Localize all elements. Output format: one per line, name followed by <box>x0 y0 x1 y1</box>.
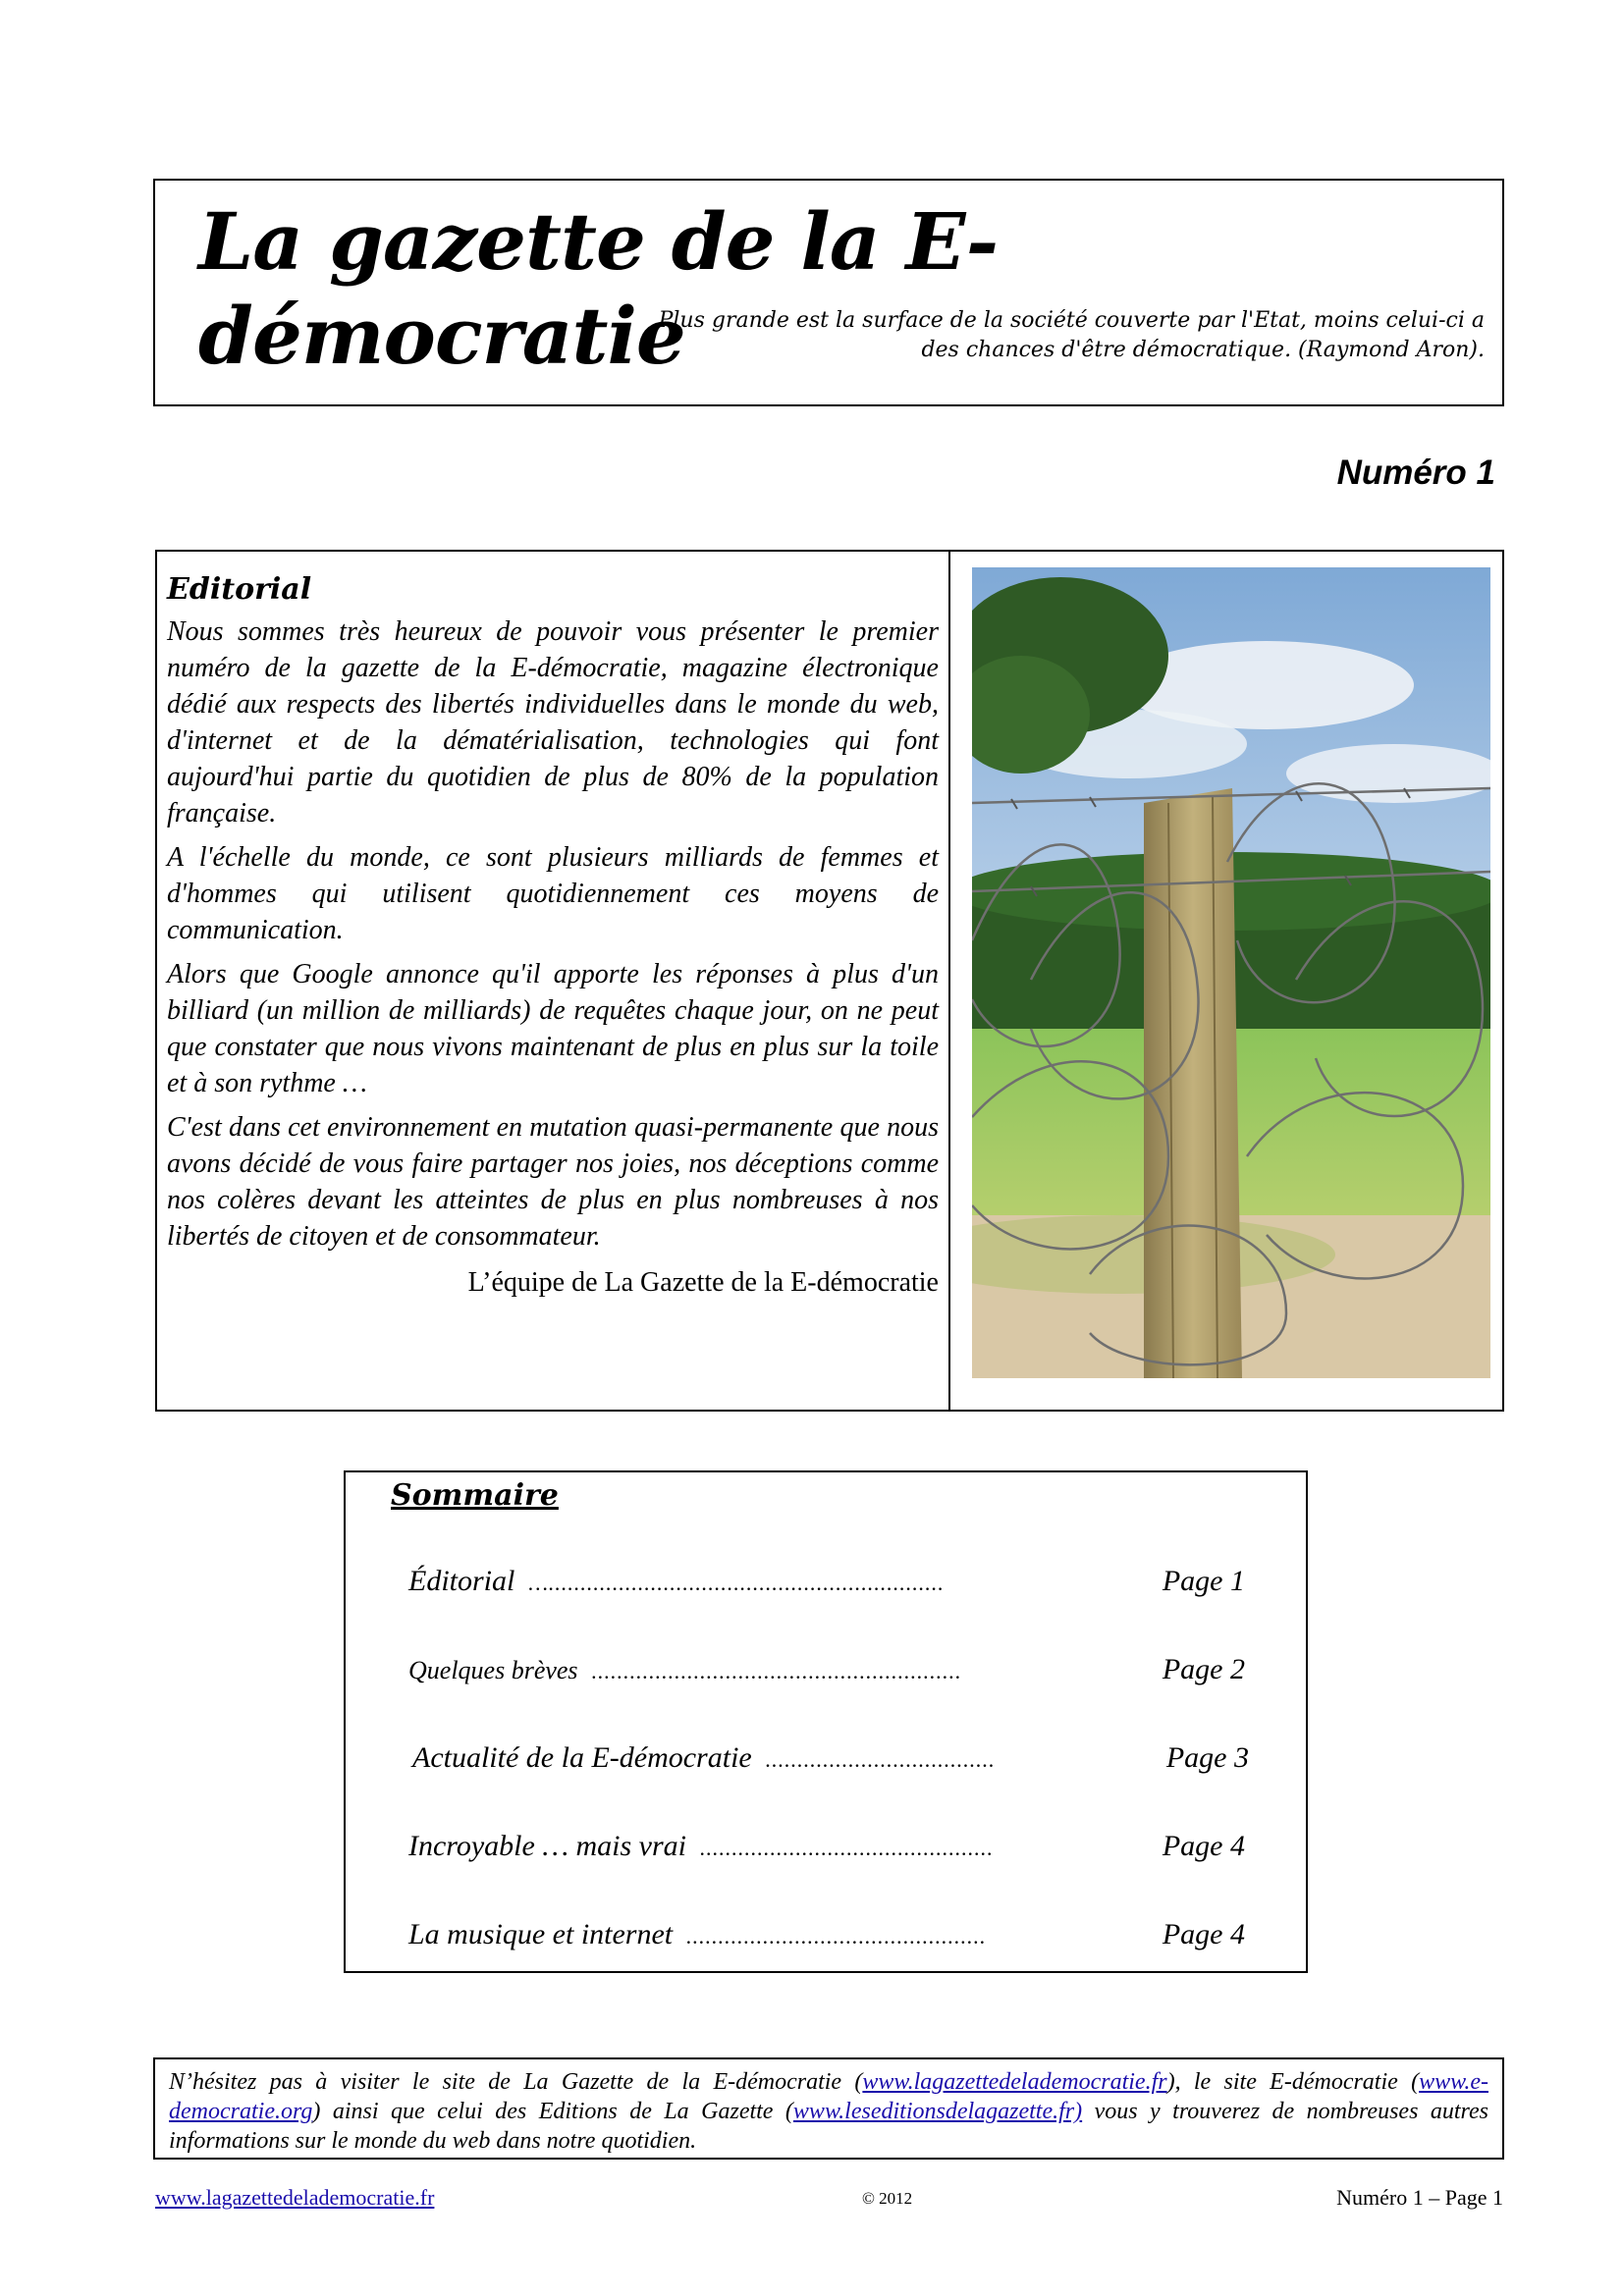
footer-copyright: © 2012 <box>862 2189 913 2208</box>
editorial-paragraph: Alors que Google annonce qu'il apporte les réponses à plus d'un billiard (un million de milliards) de requêtes chaque jour, on ne peut que constater que nous vivons maintenant de plus en plus sur la toile et à son rythme … <box>167 959 939 1098</box>
link-lagazettedelademocratie[interactable]: www.lagazettedelademocratie.fr <box>862 2069 1167 2095</box>
notice-text: vous y trouverez de nombreuses autres informations sur le monde du web dans notre quotidien. <box>169 2099 1488 2154</box>
sommaire-heading: Sommaire <box>391 1478 559 1513</box>
editorial-text <box>167 571 939 1301</box>
toc-item-actualite[interactable] <box>412 1741 1249 1781</box>
editorial-paragraph: C'est dans cet environnement en mutation quasi-permanente que nous avons décidé de vous faire partager nos joies, nos déceptions comme nos colères devant les atteintes de plus en plus nombreuses à nos libertés de citoyen et de consommateur. <box>167 1112 939 1252</box>
notice-text: N’hésitez pas à visiter le site de La Gazette de la E-démocratie ( <box>169 2069 863 2095</box>
toc-item-page: Page 2 <box>1162 1653 1245 1685</box>
toc-item-incroyable[interactable] <box>408 1830 1245 1869</box>
toc-item-musique[interactable] <box>408 1918 1245 1957</box>
toc-item-page: Page 4 <box>1162 1830 1245 1862</box>
toc-item-page: Page 3 <box>1165 1741 1249 1774</box>
masthead <box>153 179 1504 406</box>
notice-text: ), le site E-démocratie ( <box>1166 2069 1420 2095</box>
toc-item-label: Actualité de la E-démocratie <box>412 1741 752 1774</box>
toc-item-label: La musique et internet <box>408 1918 674 1950</box>
toc-item-breves[interactable] <box>408 1653 1245 1692</box>
editorial-heading: Editorial <box>167 572 312 607</box>
footer-page-number: Numéro 1 – Page 1 <box>1336 2185 1503 2210</box>
toc-item-label: Incroyable … mais vrai <box>408 1830 687 1862</box>
toc-item-editorial[interactable] <box>408 1565 1245 1604</box>
editorial-section <box>155 550 1504 1412</box>
editorial-paragraph: Nous sommes très heureux de pouvoir vous présenter le premier numéro de la gazette de la E-démocratie, magazine électronique dédié aux respects des libertés individuelles dans le monde du web, d'internet et de la dématérialisation, technologies qui font aujourd'hui partie du quotidien de plus de 80% de la population française. <box>167 616 939 828</box>
toc-item-leader: .............................................. <box>700 1836 995 1860</box>
issue-number: Numéro 1 <box>1336 454 1495 492</box>
barbed-wire-fence-photo <box>972 567 1490 1378</box>
editorial-signature: L’équipe de La Gazette de la E-démocratie <box>467 1267 939 1298</box>
toc-item-page: Page 4 <box>1162 1918 1245 1950</box>
link-e-democratie[interactable]: www.e-democratie.org <box>169 2069 1488 2124</box>
newspaper-title: La gazette de la E-démocratie <box>198 195 999 382</box>
footer-website-link[interactable]: www.lagazettedelademocratie.fr <box>155 2185 435 2210</box>
toc-item-leader: ............................................... <box>686 1924 987 1949</box>
website-notice <box>153 2057 1504 2160</box>
toc-item-label: Éditorial <box>408 1565 515 1597</box>
masthead-quote <box>503 306 1485 364</box>
quote-line-2: des chances d'être démocratique. (Raymond Aron). <box>921 337 1485 362</box>
column-divider <box>948 552 950 1410</box>
toc-item-label: Quelques brèves <box>408 1656 578 1684</box>
link-leseditionsdelagazette[interactable]: www.leseditionsdelagazette.fr) <box>792 2099 1083 2124</box>
quote-line-1: Plus grande est la surface de la société couverte par l'Etat, moins celui-ci a <box>658 308 1485 333</box>
toc-item-leader: ….............................................................. <box>528 1571 945 1595</box>
table-of-contents <box>344 1470 1308 1973</box>
toc-item-leader: .................................... <box>765 1747 996 1772</box>
toc-item-page: Page 1 <box>1162 1565 1245 1597</box>
toc-item-leader: .......................................................... <box>591 1659 962 1683</box>
notice-text: ) ainsi que celui des Editions de La Gazette ( <box>312 2099 793 2124</box>
editorial-paragraph: A l'échelle du monde, ce sont plusieurs milliards de femmes et d'hommes qui utilisent quotidiennement ces moyens de communication. <box>167 842 939 945</box>
